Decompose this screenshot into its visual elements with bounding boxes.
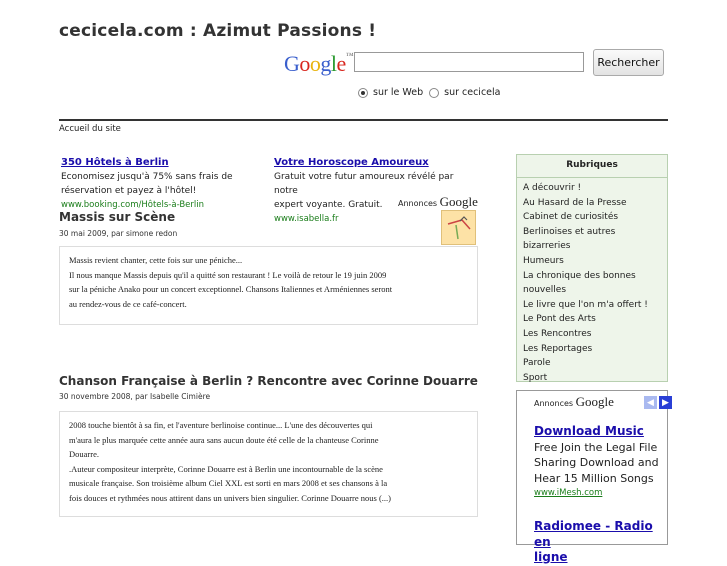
breadcrumb[interactable]: Accueil du site: [59, 124, 121, 134]
radio-web[interactable]: [358, 88, 368, 98]
ad-url[interactable]: www.booking.com/Hôtels-à-Berlin: [61, 200, 205, 210]
ad-feedback-icon[interactable]: [441, 210, 476, 245]
search-button[interactable]: Rechercher: [593, 49, 664, 76]
ad-line: Free Join the Legal File: [534, 440, 658, 454]
excerpt-line: .Auteur compositeur interprète, Corinne Douarre est à Berlin une incontournable de la scène: [69, 463, 383, 474]
ads-by-google-label[interactable]: [398, 194, 478, 210]
post-excerpt: [59, 411, 478, 517]
ad-title[interactable]: Votre Horoscope Amoureux: [274, 157, 429, 168]
excerpt-line: Massis revient chanter, cette fois sur une péniche...: [69, 255, 243, 265]
next-arrow-icon[interactable]: ▶: [659, 396, 672, 409]
rubrique-link[interactable]: Au Hasard de la Presse: [523, 197, 627, 208]
prev-arrow-icon[interactable]: ◀: [644, 396, 657, 409]
rubrique-link[interactable]: A découvrir !: [523, 183, 582, 193]
ad-line: Economisez jusqu'à 75% sans frais de: [61, 172, 233, 182]
sidebar-ad-1[interactable]: [534, 424, 664, 502]
rubrique-link[interactable]: Les Reportages: [523, 343, 593, 354]
site-title: cecicela.com : Azimut Passions !: [59, 21, 377, 41]
rubrique-link[interactable]: Le livre que l'on m'a offert !: [523, 299, 648, 310]
excerpt-line: fois douces et rythmées nous attirent dans un univers bien singulier. Corinne Douarre nous (...): [69, 492, 391, 503]
sidebar-ad-2[interactable]: [534, 519, 664, 566]
excerpt-line: musicale française. Son troisième album Ciel XXL est sorti en mars 2008 et ses chansons à la: [69, 478, 388, 488]
rubrique-link[interactable]: Cabinet de curiosités: [523, 212, 619, 223]
excerpt-line: m'aura le plus marquée cette année aura sans aucun doute été celle de la chanteuse Corinne: [69, 434, 379, 445]
rubrique-link[interactable]: nouvelles: [523, 285, 567, 296]
excerpt-line: Il nous manque Massis depuis qu'il a quitté son restaurant ! Le voilà de retour le 19 juin 2009: [69, 269, 387, 280]
ad-title[interactable]: Radiomee - Radio en: [534, 519, 653, 549]
excerpt-line: sur la péniche Anako pour un concert exceptionnel. Chansons Italiennes et Arméniennes seront: [69, 284, 393, 294]
ad-line: expert voyante. Gratuit.: [274, 200, 383, 210]
rubrique-link[interactable]: Sport: [523, 372, 548, 383]
ad-line: Gratuit votre futur amoureux révélé par notre: [274, 172, 454, 196]
ad-title[interactable]: Download Music: [534, 424, 644, 438]
rubriques-list: [517, 178, 667, 385]
header-divider: [59, 119, 668, 121]
rubriques-panel: [516, 154, 668, 382]
rubrique-link[interactable]: Le Pont des Arts: [523, 314, 596, 325]
excerpt-line: Douarre.: [69, 449, 99, 459]
rubrique-link[interactable]: Berlinoises et autres: [523, 226, 616, 237]
search-input[interactable]: [354, 52, 584, 72]
rubrique-link[interactable]: Les Rencontres: [523, 328, 592, 339]
ad-line: réservation et payez à l'hôtel!: [61, 186, 197, 196]
ads-label-prefix: Annonces: [398, 199, 438, 208]
excerpt-line: 2008 touche bientôt à sa fin, et l'aventure berlinoise continue... L'une des découvertes qui: [69, 420, 373, 430]
excerpt-line: au rendez-vous de ce café-concert.: [69, 298, 187, 309]
radio-web-label: sur le Web: [373, 87, 424, 98]
rubrique-link[interactable]: Humeurs: [523, 255, 564, 266]
radio-site-label: sur cecicela: [444, 87, 501, 98]
ads-label-brand: Google: [439, 194, 478, 209]
ads-by-google-label[interactable]: [534, 394, 614, 410]
ad-line: Hear 15 Million Songs: [534, 471, 654, 485]
ad-title-cont[interactable]: ligne: [534, 550, 568, 564]
ad-line: Sharing Download and: [534, 456, 659, 469]
post-excerpt: [59, 246, 478, 325]
post-title[interactable]: Chanson Française à Berlin ? Rencontre avec Corinne Douarre: [59, 374, 478, 388]
post-meta: 30 mai 2009, par simone redon: [59, 229, 178, 238]
ad-title[interactable]: 350 Hôtels à Berlin: [61, 157, 169, 168]
ads-label-brand: Google: [575, 394, 614, 409]
google-logo: Google™: [284, 51, 354, 76]
sidebar-ad-unit: [516, 390, 669, 564]
radio-site[interactable]: [429, 88, 439, 98]
ad-url[interactable]: www.iMesh.com: [534, 488, 603, 498]
text-ad-1[interactable]: [61, 156, 251, 208]
ad-url[interactable]: www.isabella.fr: [274, 214, 339, 224]
rubrique-link[interactable]: Parole: [523, 358, 551, 369]
rubriques-title: Rubriques: [517, 155, 667, 178]
post-meta: 30 novembre 2008, par Isabelle Cimière: [59, 392, 211, 401]
rubrique-link[interactable]: La chronique des bonnes: [523, 270, 636, 281]
post-title[interactable]: Massis sur Scène: [59, 210, 176, 224]
rubrique-link[interactable]: bizarreries: [523, 241, 571, 252]
search-scope: [358, 87, 500, 98]
ads-label-prefix: Annonces: [534, 399, 574, 408]
